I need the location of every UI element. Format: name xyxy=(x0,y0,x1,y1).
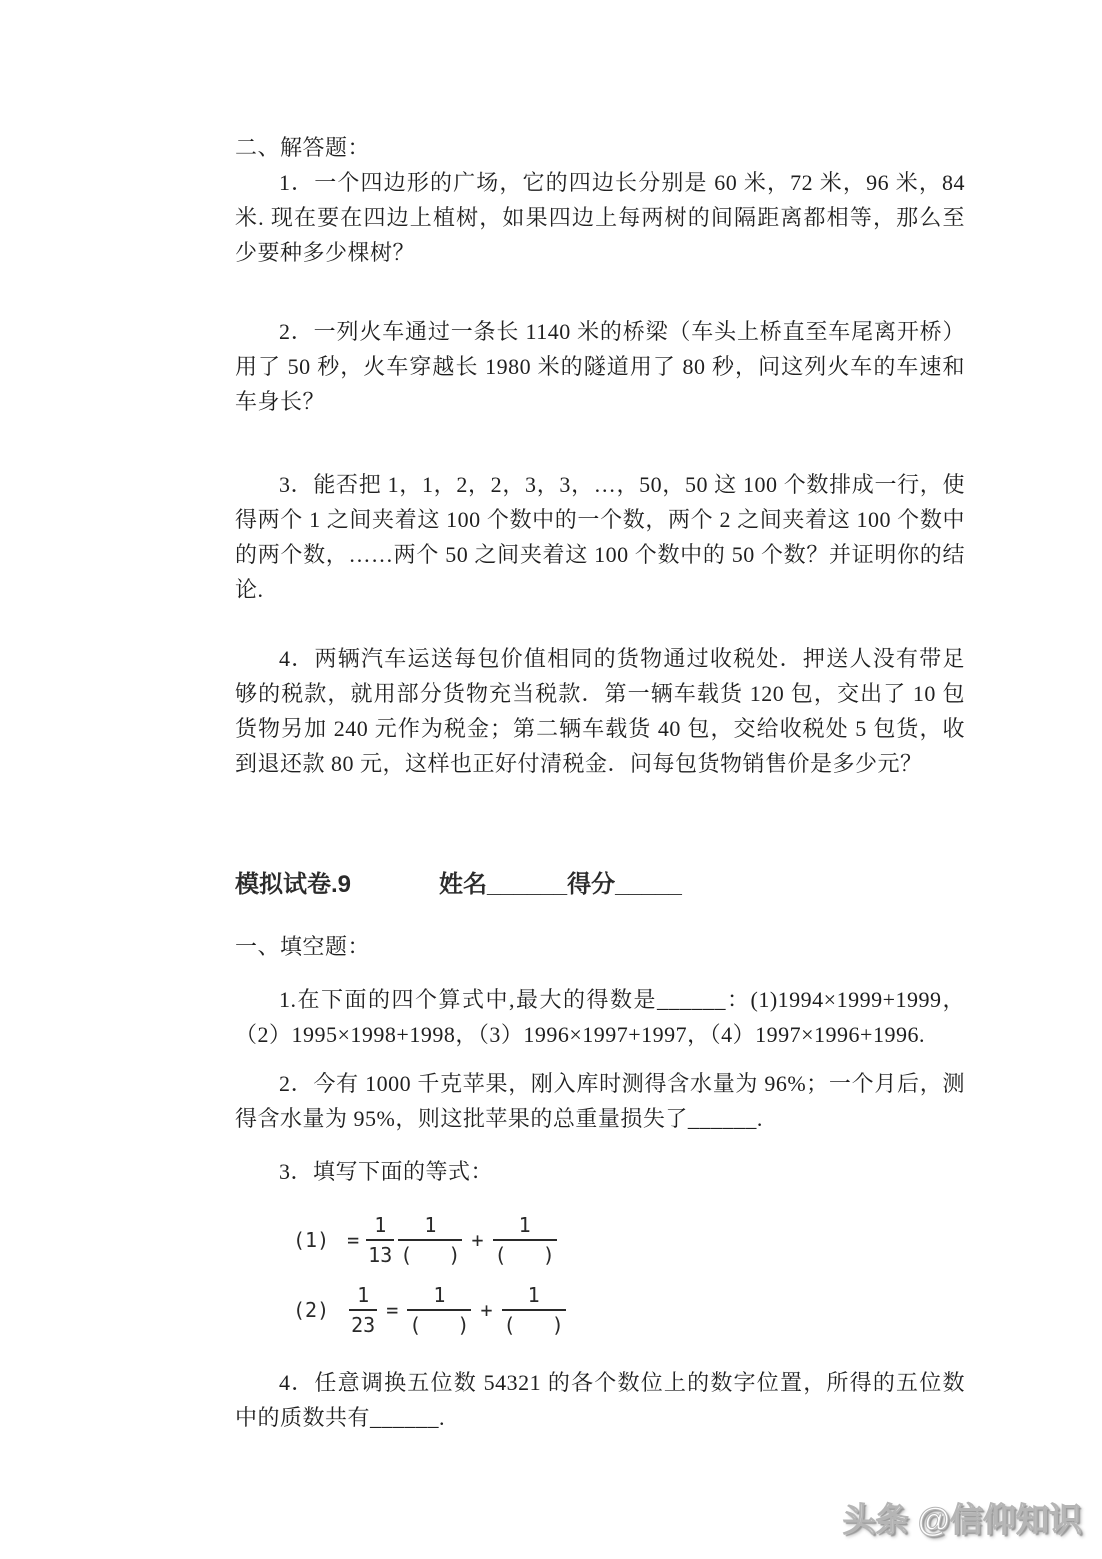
name-score-line xyxy=(439,871,682,898)
fraction-1-23 xyxy=(349,1283,377,1337)
plus-sign: + xyxy=(471,1228,484,1252)
section-two-question-1: 1．一个四边形的广场，它的四边长分别是 60 米，72 米，96 米，84 米. 现在要在四边上植树，如果四边上每两树的间隔距离都相等，那么至少要种多少棵树？ xyxy=(235,170,965,265)
fraction-1-blank xyxy=(407,1283,471,1337)
fraction-denominator-blank: ( ) xyxy=(503,1313,564,1337)
watermark: 头条 @信仰知识 xyxy=(842,1501,1082,1538)
fraction-1-13 xyxy=(366,1213,394,1267)
fraction-1-blank xyxy=(502,1283,566,1337)
name-blank: ______ xyxy=(487,871,568,898)
document-body xyxy=(235,130,965,1435)
equations-block xyxy=(293,1213,965,1337)
equation-1 xyxy=(293,1213,965,1267)
fraction-numerator: 1 xyxy=(398,1213,462,1241)
equation-1-label: (1) xyxy=(293,1228,330,1252)
section-two-question-4: 4．两辆汽车运送每包价值相同的货物通过收税处．押送人没有带足够的税款，就用部分货物充当税款．第一辆车载货 120 包，交出了 10 包货物另加 240 元作为税金；第二辆车载货 40 包，交给收税处 5 包货，收到退还款 80 元，这样也正好付清税金．问每包货物销售价是多少元？ xyxy=(235,646,965,776)
fraction-1-blank xyxy=(398,1213,462,1267)
fraction-denominator-blank: ( ) xyxy=(400,1243,461,1267)
section-one-question-1: 1.在下面的四个算式中,最大的得数是______：(1)1994×1999+1999，（2）1995×1998+1998，（3）1996×1997+1997，（4）1997×1996+1996. xyxy=(235,987,965,1047)
fraction-denominator-blank: ( ) xyxy=(494,1243,555,1267)
equals-sign: = xyxy=(386,1298,399,1322)
section-two-question-2: 2．一列火车通过一条长 1140 米的桥梁（车头上桥直至车尾离开桥）用了 50 秒，火车穿越长 1980 米的隧道用了 80 秒，问这列火车的车速和车身长？ xyxy=(235,319,965,414)
score-blank: _____ xyxy=(615,871,682,898)
fraction-numerator: 1 xyxy=(407,1283,471,1311)
section-one-question-3-lead: 3．填写下面的等式： xyxy=(279,1159,494,1184)
paper-header xyxy=(235,867,965,903)
section-one-heading: 一、填空题： xyxy=(235,934,371,959)
fraction-1-blank xyxy=(493,1213,557,1267)
fraction-denominator: 13 xyxy=(368,1243,393,1267)
fraction-denominator-blank: ( ) xyxy=(409,1313,470,1337)
fraction-denominator: 23 xyxy=(351,1313,376,1337)
section-one-question-2: 2．今有 1000 千克苹果，刚入库时测得含水量为 96%；一个月后，测得含水量为 95%，则这批苹果的总重量损失了______. xyxy=(235,1071,965,1131)
section-one-question-4: 4．任意调换五位数 54321 的各个数位上的数字位置，所得的五位数中的质数共有______. xyxy=(235,1370,965,1430)
section-two-heading: 二、解答题： xyxy=(235,135,371,160)
section-two-question-3: 3．能否把 1，1，2，2，3，3，…，50，50 这 100 个数排成一行，使得两个 1 之间夹着这 100 个数中的一个数，两个 2 之间夹着这 100 个数中的两个数，……两个 50 之间夹着这 100 个数中的 50 个数？并证明你的结论. xyxy=(235,472,965,602)
paper-title: 模拟试卷.9 xyxy=(235,871,352,898)
fraction-numerator: 1 xyxy=(493,1213,557,1241)
equals-sign: = xyxy=(347,1228,360,1252)
fraction-numerator: 1 xyxy=(349,1283,377,1311)
equation-2-label: (2) xyxy=(293,1298,330,1322)
equation-2 xyxy=(293,1283,965,1337)
fraction-numerator: 1 xyxy=(366,1213,394,1241)
plus-sign: + xyxy=(480,1298,493,1322)
fraction-numerator: 1 xyxy=(502,1283,566,1311)
score-label: 得分 xyxy=(567,871,616,898)
name-label: 姓名 xyxy=(439,871,488,898)
